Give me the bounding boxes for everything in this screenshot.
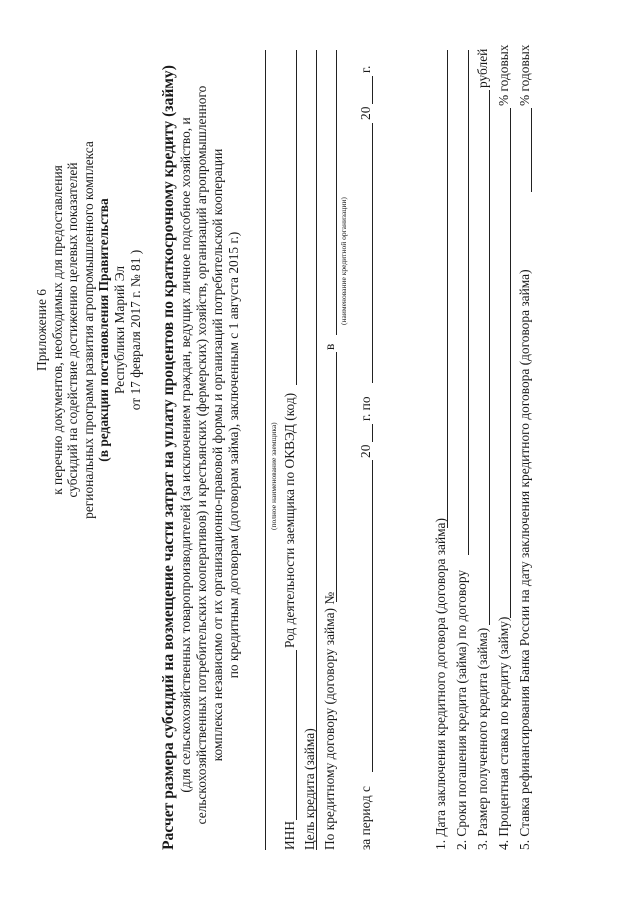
period-from-date-field[interactable]	[372, 460, 373, 772]
item-interest-rate-unit: % годовых	[496, 44, 511, 106]
bank-caption: (наименование кредитной организации)	[339, 197, 348, 325]
period-year-prefix: 20	[358, 106, 373, 120]
item-credit-amount: 3. Размер полученного кредита (займа)	[475, 627, 490, 850]
inn-label: ИНН	[282, 820, 297, 850]
inn-field[interactable]	[296, 650, 297, 820]
purpose-field[interactable]	[316, 50, 317, 850]
contract-label: По кредитному договору (договору займа) №	[322, 591, 337, 850]
period-to-date-field[interactable]	[372, 123, 373, 383]
appendix-line: региональных программ развития агропромышленного комплекса	[80, 141, 96, 519]
subtitle-line: (для сельскохозяйственных товаропроизводителей (за исключением граждан, ведущих личное подсобное хозяйство, и	[178, 117, 193, 793]
document-title: Расчет размера субсидий на возмещение части затрат на уплату процентов по краткосрочному кредиту (займу)	[160, 65, 177, 850]
appendix-line: (в редакции постановления Правительства	[96, 198, 112, 462]
item-contract-date-field[interactable]	[447, 50, 448, 528]
appendix-line: к перечню документов, необходимых для предоставления	[49, 165, 65, 495]
subtitle-line: по кредитным договорам (договорам займа), заключенным с 1 августа 2015 г.)	[226, 231, 241, 679]
appendix-line: от 17 февраля 2017 г. № 81 )	[127, 249, 143, 411]
period-to-year-field[interactable]	[372, 76, 373, 104]
period-year-prefix: 20	[358, 444, 373, 458]
document-subtitle	[178, 60, 242, 850]
bank-in-label: в	[322, 343, 337, 350]
item-interest-rate: 4. Процентная ставка по кредиту (займу)	[496, 616, 511, 850]
subtitle-line: сельскохозяйственных потребительских кооперативов) и крестьянских (фермерских) хозяйств, организаций агропромышленного	[194, 85, 209, 825]
appendix-line: Республики Марий Эл	[111, 265, 127, 395]
subtitle-line: комплекса независимо от их организационно-правовой формы и организаций потребительской кооперации	[210, 148, 225, 762]
period-from-year-field[interactable]	[372, 424, 373, 442]
item-interest-rate-field[interactable]	[510, 108, 511, 618]
item-refinancing-rate-field[interactable]	[531, 108, 532, 192]
borrower-name-caption: (полное наименование заемщика)	[269, 422, 278, 530]
appendix-line: Приложение 6	[34, 289, 49, 371]
item-refinancing-rate-unit: % годовых	[517, 44, 532, 106]
rotated-document-page	[20, 20, 620, 880]
period-year-suffix: г.	[358, 65, 373, 73]
item-repayment-terms-field[interactable]	[468, 50, 469, 555]
item-contract-date: 1. Дата заключения кредитного договора (договора займа)	[433, 518, 448, 850]
okved-label: Род деятельности заемщика по ОКВЭД (код)	[282, 392, 297, 648]
appendix-line: субсидий на содействие достижению целевых показателей	[65, 162, 81, 498]
appendix-header	[34, 100, 143, 560]
item-credit-amount-unit: рублей	[475, 48, 490, 88]
item-credit-amount-field[interactable]	[489, 90, 490, 625]
period-from-label: за период с	[358, 786, 373, 850]
purpose-label: Цель кредита (займа)	[302, 728, 317, 850]
okved-field[interactable]	[296, 50, 297, 385]
bank-name-field[interactable]	[336, 50, 337, 335]
period-to-label: г. по	[358, 396, 373, 421]
contract-number-field[interactable]	[336, 352, 337, 602]
borrower-name-line[interactable]	[265, 50, 266, 850]
item-refinancing-rate: 5. Ставка рефинансирования Банка России на дату заключения кредитного договора (договора займа)	[517, 269, 532, 850]
item-repayment-terms: 2. Сроки погашения кредита (займа) по договору	[454, 569, 469, 850]
